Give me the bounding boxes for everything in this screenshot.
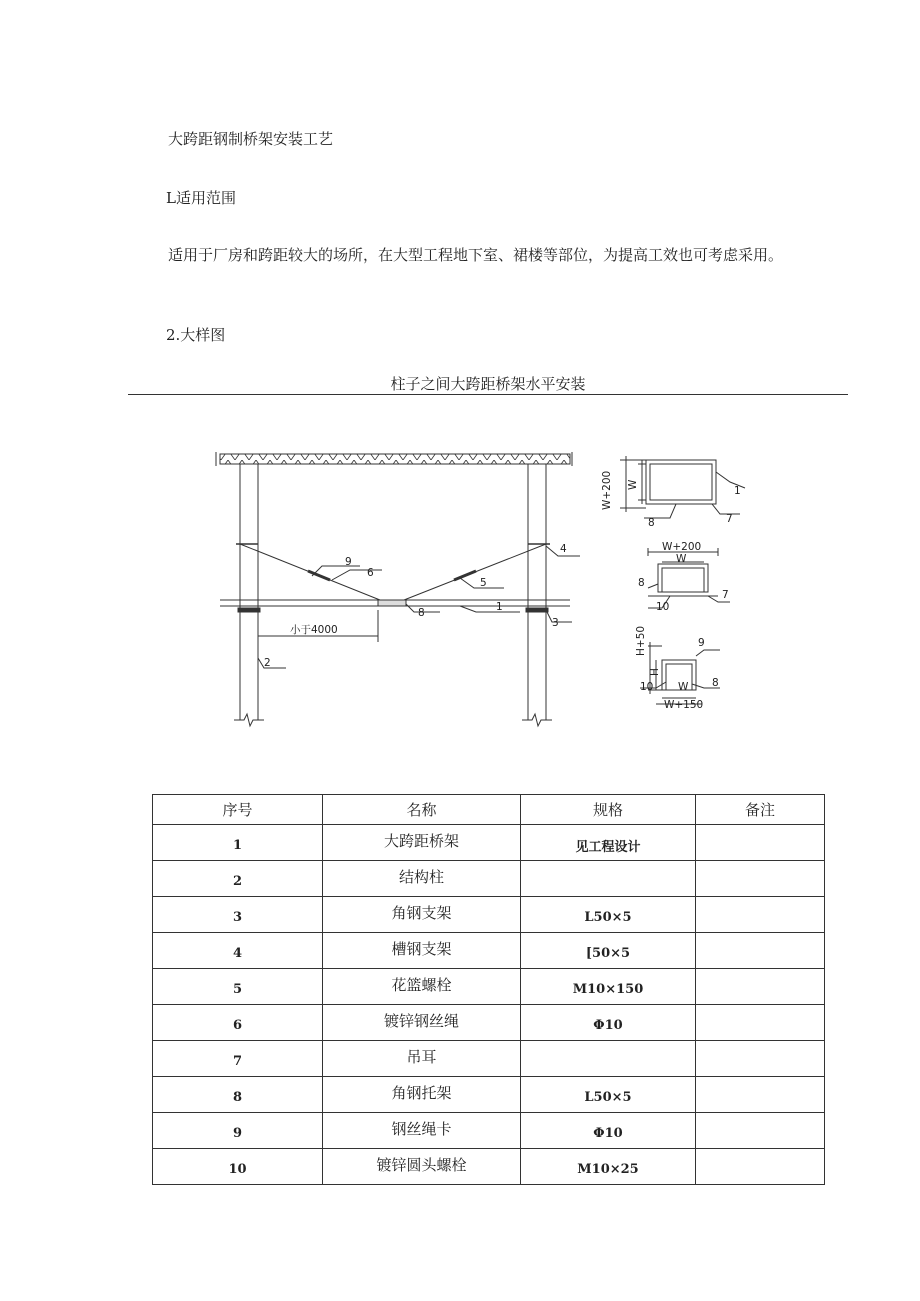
callout-5: 5 <box>480 577 487 589</box>
cell-name: 角钢托架 <box>323 1077 521 1113</box>
detail-b-dim-w200: W+200 <box>662 541 702 553</box>
detail-c-dim-w: W <box>678 681 689 693</box>
cell-spec: M10×150 <box>521 969 696 1005</box>
detail-c-callout-8: 8 <box>712 677 719 689</box>
table-row <box>153 825 825 861</box>
table-row <box>153 969 825 1005</box>
header-spec: 规格 <box>521 795 696 825</box>
cell-no: 9 <box>153 1113 323 1149</box>
table-row <box>153 1077 825 1113</box>
cell-note <box>696 1113 825 1149</box>
detail-c-dim-w150: W+150 <box>664 699 704 711</box>
cell-spec <box>521 1041 696 1077</box>
installation-detail-drawing <box>200 430 740 730</box>
table-row <box>153 933 825 969</box>
cell-spec: [50×5 <box>521 933 696 969</box>
callout-3: 3 <box>552 617 559 629</box>
cell-note <box>696 1149 825 1185</box>
table-row <box>153 897 825 933</box>
cell-name: 大跨距桥架 <box>323 825 521 861</box>
cell-spec: Φ10 <box>521 1113 696 1149</box>
cell-note <box>696 933 825 969</box>
detail-b-dim-w: W <box>676 553 687 565</box>
table-row <box>153 1113 825 1149</box>
detail-b-callout-8: 8 <box>638 577 645 589</box>
cell-note <box>696 825 825 861</box>
caption-rule <box>128 394 848 395</box>
cell-note <box>696 1041 825 1077</box>
cell-note <box>696 861 825 897</box>
document-title: 大跨距钢制桥架安装工艺 <box>168 130 334 148</box>
detail-c-callout-9: 9 <box>698 637 705 649</box>
figure-caption: 柱子之间大跨距桥架水平安装 <box>390 375 586 393</box>
detail-a-dim-w: W <box>627 479 639 490</box>
detail-c-dim-h: H <box>649 668 661 676</box>
detail-a-callout-1: 1 <box>734 485 741 497</box>
header-name: 名称 <box>323 795 521 825</box>
cell-note <box>696 1077 825 1113</box>
cell-name: 镀锌钢丝绳 <box>323 1005 521 1041</box>
cell-note <box>696 897 825 933</box>
table-row <box>153 1149 825 1185</box>
cell-name: 镀锌圆头螺栓 <box>323 1149 521 1185</box>
materials-table <box>152 794 825 1185</box>
callout-9: 9 <box>345 556 352 568</box>
cell-spec: L50×5 <box>521 1077 696 1113</box>
cell-spec: M10×25 <box>521 1149 696 1185</box>
cell-no: 1 <box>153 825 323 861</box>
cell-name: 吊耳 <box>323 1041 521 1077</box>
cell-name: 花篮螺栓 <box>323 969 521 1005</box>
callout-1: 1 <box>496 601 503 613</box>
callout-8: 8 <box>418 607 425 619</box>
table-row <box>153 861 825 897</box>
cell-note <box>696 969 825 1005</box>
detail-c-dim-h50: H+50 <box>635 625 647 656</box>
cell-spec: 见工程设计 <box>521 825 696 861</box>
cell-spec: Φ10 <box>521 1005 696 1041</box>
detail-a-dim-w200: W+200 <box>601 470 613 510</box>
cell-spec: L50×5 <box>521 897 696 933</box>
cell-name: 结构柱 <box>323 861 521 897</box>
cell-note <box>696 1005 825 1041</box>
cell-name: 角钢支架 <box>323 897 521 933</box>
header-no: 序号 <box>153 795 323 825</box>
cell-no: 2 <box>153 861 323 897</box>
cell-no: 5 <box>153 969 323 1005</box>
cell-no: 4 <box>153 933 323 969</box>
section-heading-scope: L适用范围 <box>166 189 236 207</box>
header-note: 备注 <box>696 795 825 825</box>
cell-no: 6 <box>153 1005 323 1041</box>
table-row <box>153 1005 825 1041</box>
section-heading-detail-drawing: 2.大样图 <box>166 326 226 344</box>
callout-6: 6 <box>367 567 374 579</box>
detail-b-callout-10: 10 <box>656 601 670 613</box>
callout-4: 4 <box>560 543 567 555</box>
cell-no: 8 <box>153 1077 323 1113</box>
cell-no: 3 <box>153 897 323 933</box>
detail-a-callout-7: 7 <box>726 513 733 525</box>
cell-name: 钢丝绳卡 <box>323 1113 521 1149</box>
cell-no: 10 <box>153 1149 323 1185</box>
scope-paragraph: 适用于厂房和跨距较大的场所，在大型工程地下室、裙楼等部位，为提高工效也可考虑采用。 <box>168 246 784 264</box>
callout-2: 2 <box>264 657 271 669</box>
dimension-span-label: 小于4000 <box>290 624 338 636</box>
cell-name: 槽钢支架 <box>323 933 521 969</box>
detail-a-callout-8: 8 <box>648 517 655 529</box>
table-row <box>153 1041 825 1077</box>
detail-c-callout-10: 10 <box>640 681 654 693</box>
cell-spec <box>521 861 696 897</box>
detail-b-callout-7: 7 <box>722 589 729 601</box>
cell-no: 7 <box>153 1041 323 1077</box>
table-header-row <box>153 795 825 825</box>
